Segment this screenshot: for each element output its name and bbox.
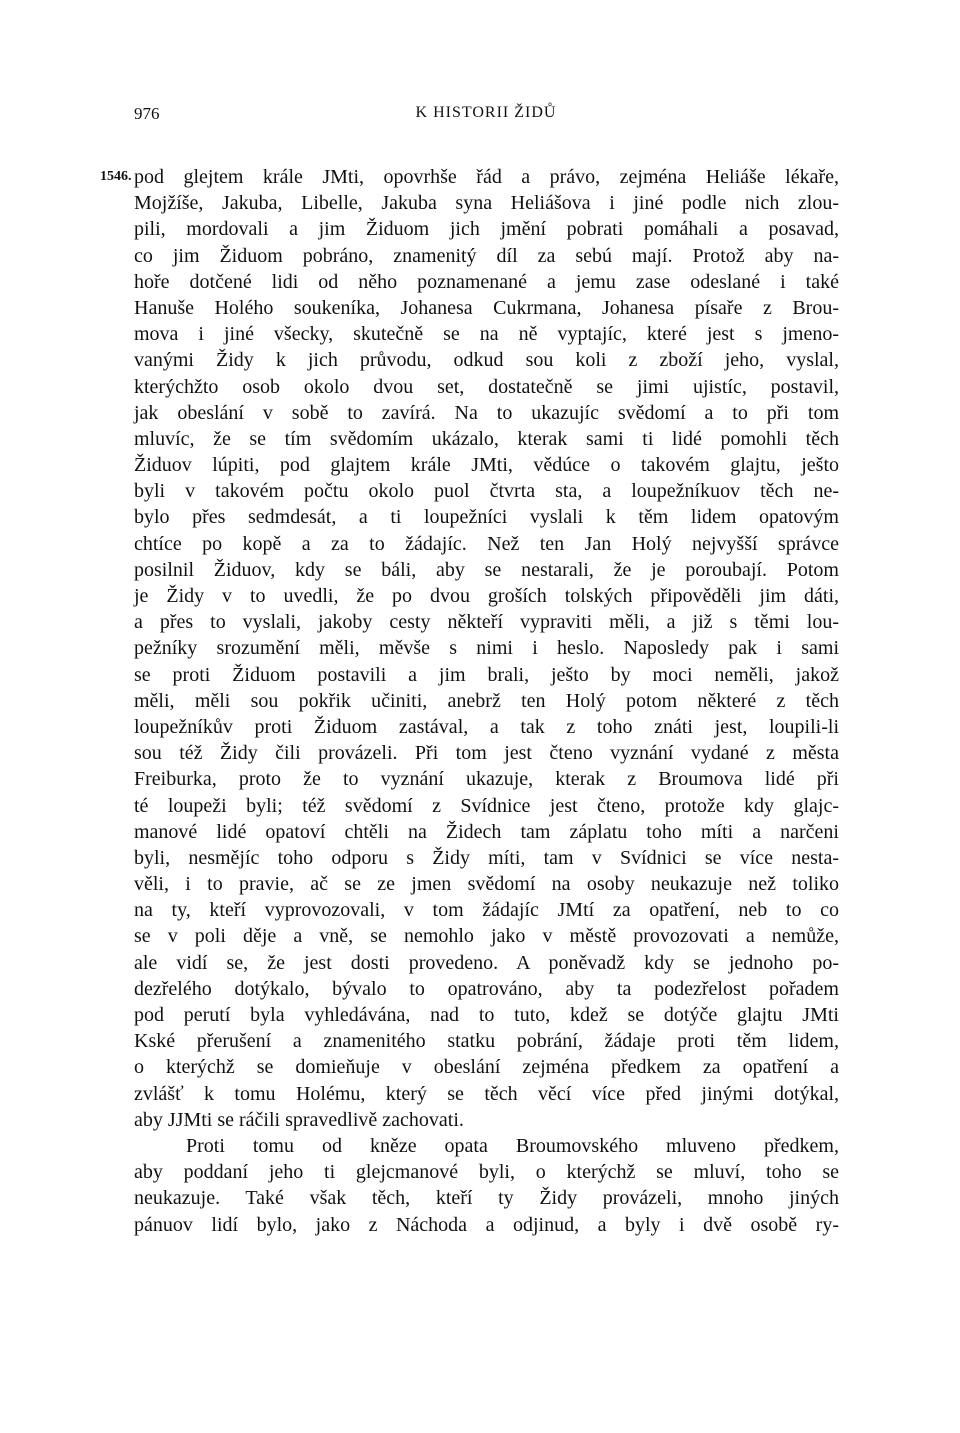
- text-line: ale vidí se, že jest dosti provedeno. A poněvadž kdy se jednoho po-: [134, 951, 839, 974]
- text-line: té loupeži byli; též svědomí z Svídnice jest čteno, protože kdy glajc-: [134, 794, 839, 817]
- text-line: pod perutí byla vyhledávána, nad to tuto, kdež se dotýče glajtu JMti: [134, 1004, 839, 1026]
- text-line: se v poli děje a vně, se nemohlo jako v městě provozovati a nemůže,: [134, 925, 839, 948]
- text-line: kterýchžto osob okolo dvou set, dostatečně se jimi ujistíc, postavil,: [134, 375, 839, 398]
- paragraph-start-line: Proti tomu od kněze opata Broumovského mluveno předkem,: [186, 1134, 839, 1157]
- text-line: chtíce po kopě a za to žádajíc. Než ten Jan Holý nejvyšší správce: [134, 532, 839, 555]
- running-head: [134, 104, 838, 134]
- text-line: je Židy v to uvedli, že po dvou groších tolských připověděli jim dáti,: [134, 585, 839, 607]
- text-line: mova i jiné všecky, skutečně se na ně vyptajíc, které jest s jmeno-: [134, 323, 839, 346]
- text-line: manové lidé opatoví chtěli na Židech tam záplatu toho míti a narčeni: [134, 820, 839, 843]
- margin-year-note: 1546.: [100, 169, 132, 184]
- text-line: pánuov lidí bylo, jako z Náchoda a odjinud, a byly i dvě osobě ry-: [134, 1213, 839, 1236]
- text-line: zvlášť k tomu Holému, který se těch věcí více před jinými dotýkal,: [134, 1082, 839, 1105]
- text-line: pili, mordovali a jim Židuom jich jmění pobrati pomáhali a posavad,: [134, 218, 839, 241]
- text-line: měli, měli sou pokřik učiniti, anebrž ten Holý potom některé z těch: [134, 689, 839, 712]
- text-line: hoře dotčené lidi od něho poznamenané a jemu zase odeslané i také: [134, 270, 839, 293]
- text-line: na ty, kteří vyprovozovali, v tom žádajíc JMtí za opatření, neb to co: [134, 899, 839, 922]
- text-line: mluvíc, že se tím svědomím ukázalo, kterak sami ti lidé pomohli těch: [134, 427, 839, 450]
- text-line: sou též Židy čili provázeli. Při tom jest čteno vyznání vydané z města: [134, 742, 839, 765]
- paragraph-end-line: aby JJMti se ráčili spravedlivě zachovati.: [134, 1108, 464, 1131]
- text-line: Mojžíše, Jakuba, Libelle, Jakuba syna Heliášova i jiné podle nich zlou-: [134, 192, 839, 215]
- text-line: o kterýchž se domieňuje v obeslání zejména předkem za opatření a: [134, 1056, 839, 1079]
- text-line: se proti Židuom postavili a jim brali, ješto by moci neměli, jakož: [134, 663, 839, 686]
- text-line: bylo přes sedmdesát, a ti loupežníci vyslali k těm lidem opatovým: [134, 506, 839, 529]
- text-line: vanými Židy k jich průvodu, odkud sou koli z zboží jeho, vyslal,: [134, 349, 839, 372]
- text-line: pežníky srozumění měli, měvše s nimi i heslo. Naposledy pak i sami: [134, 637, 839, 660]
- text-line: co jim Židuom pobráno, znamenitý díl za sebú mají. Protož aby na-: [134, 244, 839, 267]
- text-line: věli, i to pravie, ač se ze jmen svědomí na osoby neukazuje než toliko: [134, 873, 839, 896]
- text-line: a přes to vyslali, jakoby cesty někteří vypraviti měli, a již s těmi lou-: [134, 611, 839, 634]
- text-line: aby poddaní jeho ti glejcmanové byli, o kterýchž se mluví, toho se: [134, 1161, 839, 1184]
- text-line: neukazuje. Také však těch, kteří ty Židy provázeli, mnoho jiných: [134, 1187, 839, 1210]
- text-line: jak obeslání v sobě to zavírá. Na to ukazujíc svědomí a to při tom: [134, 401, 839, 424]
- text-line: Freiburka, proto že to vyznání ukazuje, kterak z Broumova lidé při: [134, 768, 839, 791]
- text-line: Hanuše Holého soukeníka, Johanesa Cukrmana, Johanesa písaře z Brou-: [134, 296, 839, 319]
- page-number: 976: [134, 104, 160, 123]
- text-line: byli, nesmějíc toho odporu s Židy míti, tam v Svídnici se více nesta-: [134, 846, 839, 869]
- running-title: K HISTORII ŽIDŮ: [415, 104, 557, 121]
- text-line: posilnil Židuov, kdy se báli, aby se nestarali, že je poroubají. Potom: [134, 558, 839, 581]
- text-line: Kské přerušení a znamenitého statku pobrání, žádaje proti těm lidem,: [134, 1030, 839, 1053]
- text-line: Židuov lúpiti, pod glajtem krále JMti, vědúce o takovém glajtu, ješto: [134, 454, 839, 477]
- text-line: pod glejtem krále JMti, opovrhše řád a právo, zejména Heliáše lékaře,: [134, 166, 839, 188]
- body-text: [134, 164, 839, 1238]
- text-line: dezřelého dotýkalo, bývalo to opatrováno, aby ta podezřelost pořadem: [134, 977, 839, 1000]
- text-line: loupežníkův proti Židuom zastával, a tak z toho znáti jest, loupili-li: [134, 715, 839, 738]
- text-line: byli v takovém počtu okolo puol čtvrta sta, a loupežníkuov těch ne-: [134, 480, 839, 503]
